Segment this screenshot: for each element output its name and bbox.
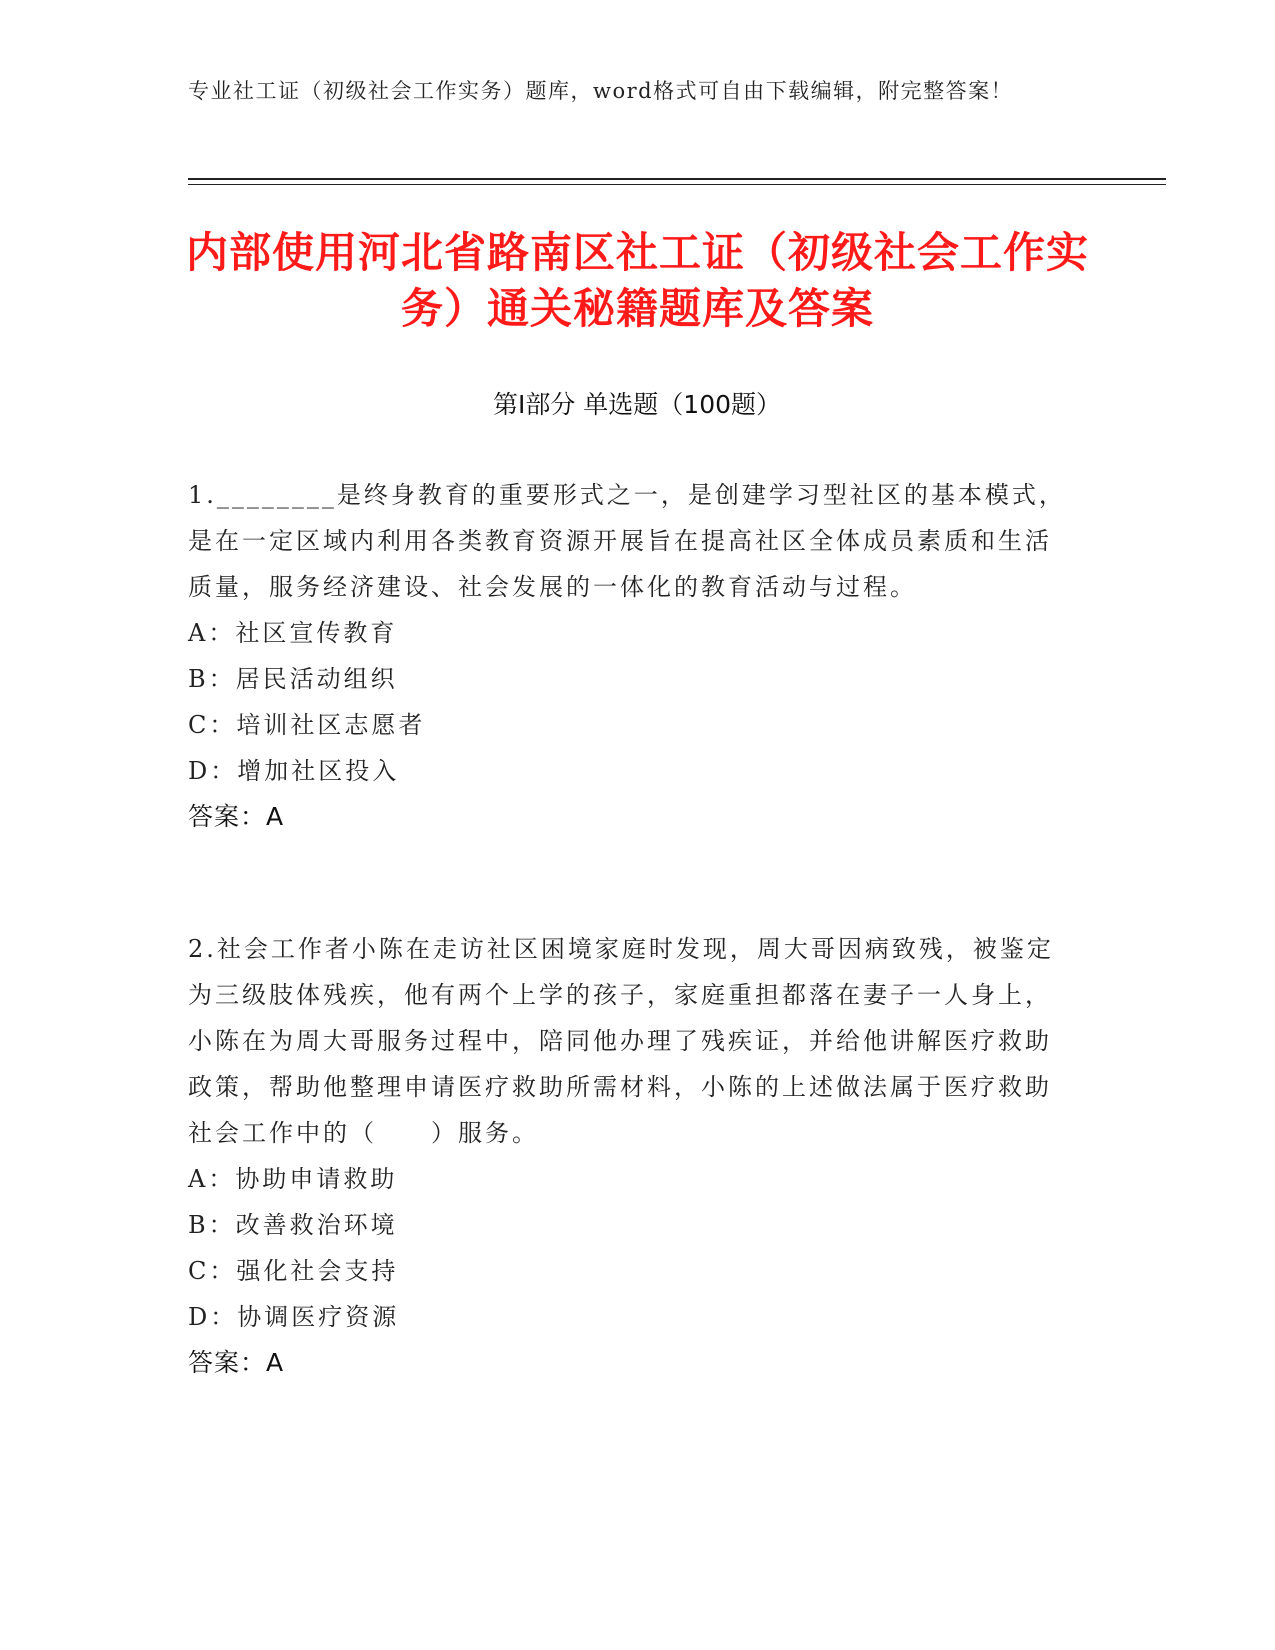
option-b: B：改善救治环境 — [188, 1211, 398, 1239]
answer-text: 答案：A — [188, 1348, 285, 1377]
option-c: C：培训社区志愿者 — [188, 711, 426, 739]
option-a: A：协助申请救助 — [188, 1165, 398, 1193]
answer-text: 答案：A — [188, 802, 285, 831]
header-divider-thin — [188, 184, 1166, 185]
option-d: D：增加社区投入 — [188, 757, 400, 785]
option-b: B：居民活动组织 — [188, 665, 398, 693]
header-divider-thick — [188, 178, 1166, 180]
question-text: 2.社会工作者小陈在走访社区困境家庭时发现，周大哥因病致残，被鉴定为三级肢体残疾，他有两个上学的孩子，家庭重担都落在妻子一人身上，小陈在为周大哥服务过程中，陪同他办理了残疾证，并给他讲解医疗救助政策，帮助他整理申请医疗救助所需材料，小陈的上述做法属于医疗救助社会工作中的（ ）服务。 — [188, 935, 1054, 1147]
option-a: A：社区宣传教育 — [188, 619, 398, 647]
question-item — [188, 472, 1068, 840]
header-note: 专业社工证（初级社会工作实务）题库，word格式可自由下载编辑，附完整答案！ — [188, 79, 1014, 103]
document-title: 内部使用河北省路南区社工证（初级社会工作实务）通关秘籍题库及答案 — [185, 228, 1089, 333]
option-c: C：强化社会支持 — [188, 1257, 399, 1285]
section-title: 第Ⅰ部分 单选题（100题） — [492, 390, 782, 419]
question-item — [188, 926, 1068, 1386]
option-d: D：协调医疗资源 — [188, 1303, 400, 1331]
question-text: 1.________是终身教育的重要形式之一，是创建学习型社区的基本模式，是在一定区域内利用各类教育资源开展旨在提高社区全体成员素质和生活质量，服务经济建设、社会发展的一体化的教育活动与过程。 — [188, 481, 1066, 601]
